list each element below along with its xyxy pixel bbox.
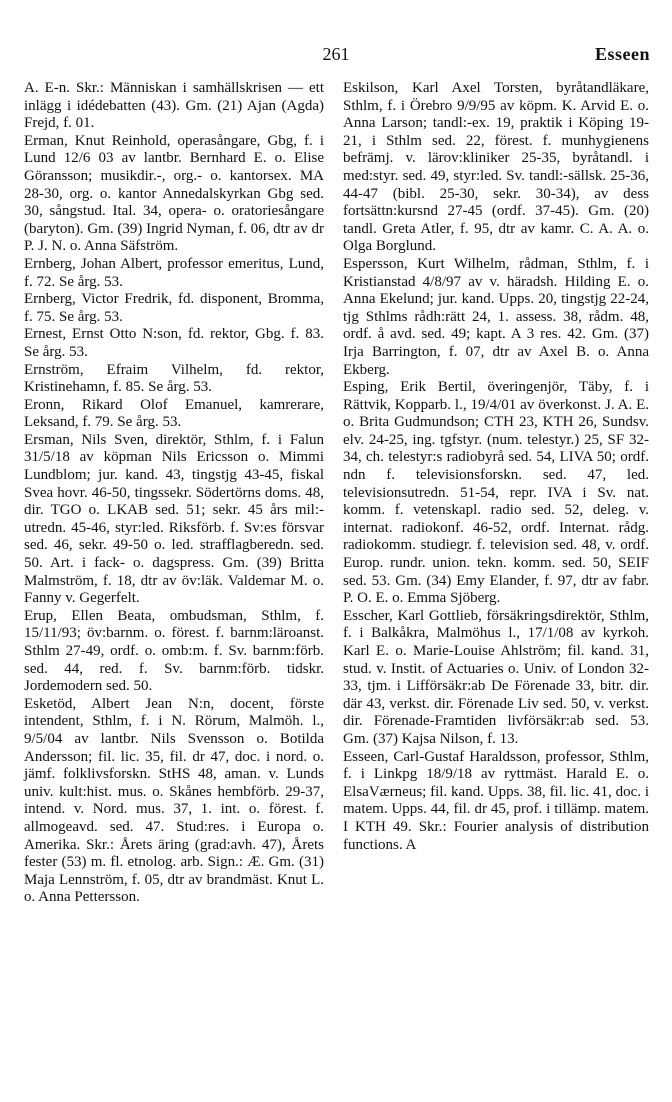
- entry-ernberg-victor: Ernberg, Victor Fredrik, fd. disponent, Bromma, f. 75. Se årg. 53.: [24, 291, 324, 325]
- entry-ernstrom: Ernström, Efraim Vilhelm, fd. rektor, Kristinehamn, f. 85. Se årg. 53.: [24, 361, 324, 396]
- entry-erup: Erup, Ellen Beata, ombudsman, Sthlm, f. 15/11/93; öv:barnm. o. förest. f. barnm:läroanst. Sthlm 27-49, ordf. o. omb:m. f. Sv. barnm:förb. sed. 44, red. f. Sv. barnm:förb. tidskr. Jordemodern sed. 50.: [24, 607, 324, 695]
- entry-eronn: Eronn, Rikard Olof Emanuel, kamrerare, Leksand, f. 79. Se årg. 53.: [24, 396, 324, 431]
- running-head: Esseen: [594, 44, 650, 64]
- entry-esping: Esping, Erik Bertil, överingenjör, Täby, f. i Rättvik, Kopparb. l., 19/4/01 av överkonst. J. A. E. o. Brita Gudmundson; CTH 23, KTH 26, Sundsv. elv. 24-25, ing. tgfstyr. (num. telestyr.) 25, SF 32-34, ch. telestyr:s radiobyrå sed. 54, LIVA 50; ordf. ndn f. televisionsforskn. sed. 47, led. televisionsutredn. 51-54, repr. IVA i Sv. nat. komm. f. vetenskapl. radio sed. 52, deleg. v. internat. radiokonf. 46-52, ordf. Internat. rådg. radiokomm. studiegr. f. television sed. 48, v. ordf. Europ. rundr. union. tekn. komm. sed. 50, SEIF sed. 53. Gm. (34) Emy Elander, f. 97, dtr av fabr. P. O. E. o. Emma Sjöberg.: [343, 379, 649, 607]
- entry-espersson: Espersson, Kurt Wilhelm, rådman, Sthlm, f. i Kristianstad 4/8/97 av v. häradsh. Hilding E. o. Anna Ekelund; jur. kand. Upps. 20, tingstjg 22-24, tjg Sthlms rådh:rätt 24, 1. assess. 38, rådm. 48, ordf. å avd. sed. 49; kapt. A 3 res. 42. Gm. (37) Irja Barrington, f. 07, dtr av Axel B. o. Anna Ekberg.: [343, 255, 649, 378]
- entry-eskerod: Esketöd, Albert Jean N:n, docent, förste intendent, Sthlm, f. i N. Rörum, Malmöh. l., 9/5/04 av lantbr. Nils Svensson o. Botilda Andersson; fil. lic. 35, fil. dr 47, doc. i nord. o. jämf. folklivsforskn. StHS 48, aman. v. Lunds univ. kult:hist. mus. o. Skånes hembförb. 29-37, intend. v. Nord. mus. 37, 1. int. o. förest. f. allmogeavd. sed. 47. Stud:res. i Europa o. Amerika. Skr.: Årets äring (grad:avh. 47), Årets fester (53) m. fl. etnolog. arb. Sign.: Æ. Gm. (31) Maja Lennström, f. 05, dtr av brandmäst. Knut L. o. Anna Pettersson.: [24, 695, 324, 906]
- left-column: [24, 80, 324, 907]
- entry-ersman: Ersman, Nils Sven, direktör, Sthlm, f. i Falun 31/5/18 av köpman Nils Ericsson o. Mimmi Lundblom; jur. kand. 43, tingstjg 43-45, fiskal Svea hovr. 46-50, tingssekr. Södertörns doms. 48, dir. TGO o. LKAB sed. 51; sekr. 45 års mil:-utredn. 45-46, styr:led. Riksförb. f. Sv:es försvar sed. 46, sekr. 49-50 o. led. strafflagberedn. sed. 50. Art. i fack- o. dagspress. Gm. (39) Britta Malmström, f. 18, dtr av öv:läk. Valdemar M. o. Fanny v. Gegerfelt.: [24, 431, 324, 607]
- entry-esseen: Esseen, Carl-Gustaf Haraldsson, professor, Sthlm, f. i Linkpg 18/9/18 av ryttmäst. Harald E. o. ElsaVærneus; fil. kand. Upps. 38, fil. lic. 41, doc. i matem. Upps. 44, fil. dr 45, prof. i tillämp. matem. I KTH 49. Skr.: Fourier analysis of distribution functions. A: [343, 748, 649, 853]
- entry-ernberg-johan: Ernberg, Johan Albert, professor emeritus, Lund, f. 72. Se årg. 53.: [24, 255, 324, 290]
- page-number: 261: [322, 44, 350, 64]
- entry-erman: Erman, Knut Reinhold, operasångare, Gbg, f. i Lund 12/6 03 av lantbr. Bernhard E. o. Elise Göransson; musikdir.-, org.- o. kantorsex. MA 28-30, org. o. kantor Annedalskyrkan Gbg sed. 30, sångstud. Ital. 34, opera- o. oratoriesångare (baryton). Gm. (39) Ingrid Nyman, f. 06, dtr av dr P. J. N. o. Anna Säfström.: [24, 132, 324, 255]
- entry-ernest: Ernest, Ernst Otto N:son, fd. rektor, Gbg. f. 83. Se årg. 53.: [24, 326, 324, 360]
- entry-continuation: A. E-n. Skr.: Människan i samhällskrisen — ett inlägg i idédebatten (43). Gm. (21) Ajan (Agda) Frejd, f. 01.: [24, 80, 324, 132]
- right-column: [343, 80, 649, 854]
- entry-esscher: Esscher, Karl Gottlieb, försäkringsdirektör, Sthlm, f. i Balkåkra, Malmöhus l., 17/1/08 av kyrkoh. Karl E. o. Marie-Louise Ahlström; fil. kand. 31, stud. v. Instit. of Actuaries o. Univ. of London 32-33, tjm. i Lifförsäkr:ab De Förenade 33, bitr. dir. där 43, verkst. dir. Förenade Liv sed. 50, v. verkst. dir. Förenade-Framtiden livförsäkr:ab sed. 53. Gm. (37) Kajsa Nilson, f. 13.: [343, 607, 649, 747]
- entry-eskilson: Eskilson, Karl Axel Torsten, byråtandläkare, Sthlm, f. i Örebro 9/9/95 av köpm. K. Arvid E. o. Anna Larson; tandl:-ex. 19, praktik i Köping 19-21, i Sthlm sed. 22, förest. f. munhygienens befrämj. v. lärov:kliniker 25-35, byråtandl. i med:styr. sed. 49, styr:led. Sv. tandl:-sällsk. 25-36, 44-47 (bibl. 25-30, sekr. 30-34), av dess fortsättn:kursnd 27-45 (ordf. 37-45). Gm. (20) tandl. Greta Atler, f. 95, dtr av kamr. C. A. A. o. Olga Borglund.: [343, 80, 649, 255]
